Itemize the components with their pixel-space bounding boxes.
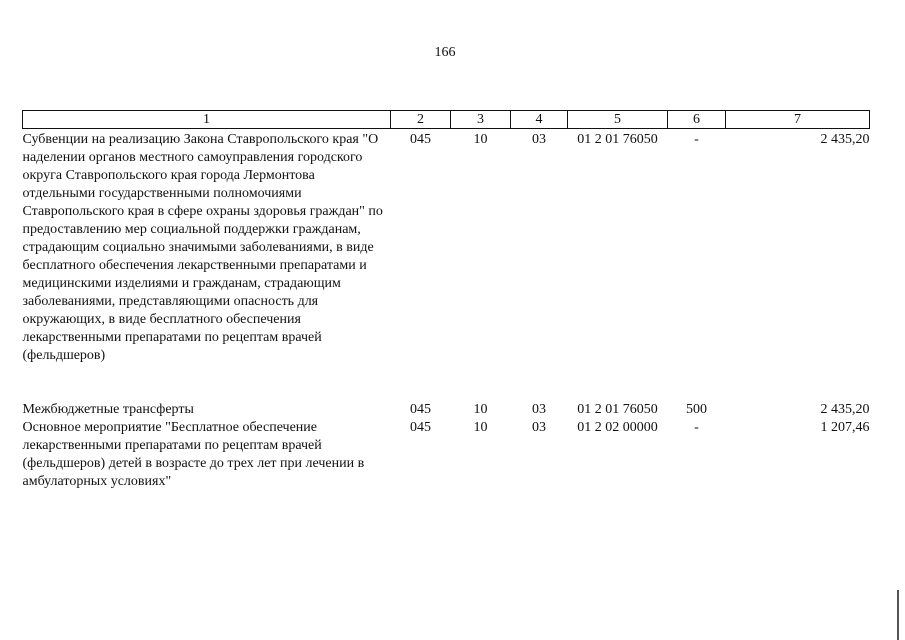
row-code-2: 045 (410, 402, 431, 417)
scan-edge-mark (897, 590, 899, 640)
row-description: Основное мероприятие "Бесплатное обеспечение лекарственными препаратами по рецептам врачей (фельдшеров) детей в возрасте до трех лет при лечении в амбулаторных условиях" (22, 420, 365, 489)
header-row (23, 111, 870, 129)
row-code-2: 045 (410, 132, 431, 147)
row-code-3: 10 (473, 420, 488, 435)
row-amount: 1 207,46 (820, 420, 870, 435)
row-amount: 2 435,20 (820, 402, 870, 417)
row-amount: 2 435,20 (820, 132, 870, 147)
row-code-6: - (694, 420, 699, 435)
row-code-4: 03 (532, 420, 546, 435)
column-header-6: 6 (668, 111, 726, 129)
table-row (23, 401, 870, 419)
row-code-2: 045 (410, 420, 431, 435)
table-row (23, 419, 870, 491)
row-code-3: 10 (473, 132, 488, 147)
budget-table (22, 110, 870, 491)
column-header-2: 2 (391, 111, 451, 129)
column-header-4: 4 (511, 111, 568, 129)
row-code-5: 01 2 02 00000 (577, 420, 658, 435)
page-number: 166 (434, 45, 456, 60)
table-row (23, 129, 870, 402)
row-code-5: 01 2 01 76050 (577, 132, 658, 147)
row-code-4: 03 (532, 402, 546, 417)
column-header-5: 5 (568, 111, 668, 129)
row-code-5: 01 2 01 76050 (577, 402, 658, 417)
row-code-6: 500 (686, 402, 707, 417)
row-code-6: - (694, 132, 699, 147)
column-header-3: 3 (451, 111, 511, 129)
row-description: Межбюджетные трансферты (22, 402, 194, 417)
row-code-4: 03 (532, 132, 546, 147)
column-header-1: 1 (23, 111, 391, 129)
row-code-3: 10 (473, 402, 488, 417)
column-header-7: 7 (726, 111, 870, 129)
row-description: Субвенции на реализацию Закона Ставропольского края "О наделении органов местного самоуправления городского округа Ставропольского края города Лермонтова отдельными государственными полномочиями Ставропольского края в сфере охраны здоровья граждан" по предоставлению мер социальной поддержки гражданам, страдающим социально значимыми заболеваниями, в виде бесплатного обеспечения лекарственными препаратами и медицинскими изделиями и гражданам, страдающим заболеваниями, представляющими опасность для окружающих, в виде бесплатного обеспечения лекарственными препаратами по рецептам врачей (фельдшеров) (22, 132, 383, 363)
